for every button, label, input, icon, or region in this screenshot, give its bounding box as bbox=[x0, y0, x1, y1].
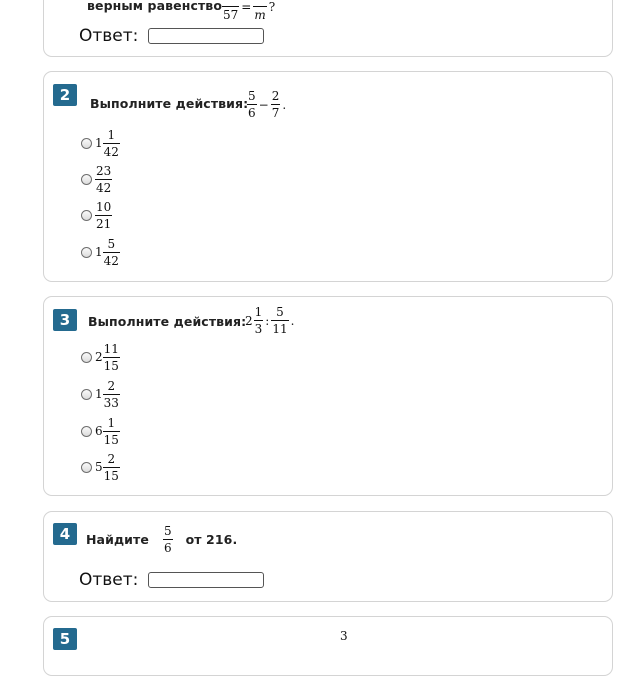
question-expression bbox=[340, 629, 348, 643]
option-value: $\frac{10}{21}$ bbox=[96, 199, 112, 231]
question-mark: ? bbox=[268, 0, 276, 14]
option-value: 6 $\frac{1}{15}$ bbox=[95, 415, 119, 447]
answer-row bbox=[79, 570, 264, 590]
question-text: верным равенство bbox=[87, 0, 223, 13]
answer-option[interactable] bbox=[81, 128, 120, 158]
answer-option[interactable] bbox=[81, 379, 120, 409]
answer-option[interactable] bbox=[81, 200, 112, 230]
radio-button[interactable] bbox=[81, 210, 92, 221]
question-number-badge: 5 bbox=[53, 628, 77, 650]
question-number-badge: 2 bbox=[53, 84, 77, 106]
question-text: Выполните действия: bbox=[88, 314, 247, 329]
fraction-denominator: m bbox=[254, 8, 266, 22]
option-value: $\frac{23}{42}$ bbox=[96, 163, 112, 195]
answer-option[interactable] bbox=[81, 342, 120, 372]
answer-label: Ответ: bbox=[79, 570, 139, 590]
question-card-5 bbox=[43, 616, 613, 676]
fraction-numerator: 3 bbox=[340, 629, 348, 643]
question-expression: $\frac{5}{6}$ − $\frac{2}{7}$ . bbox=[248, 89, 287, 120]
radio-button[interactable] bbox=[81, 174, 92, 185]
radio-button[interactable] bbox=[81, 138, 92, 149]
answer-row bbox=[79, 26, 264, 46]
question-card-1 bbox=[43, 0, 613, 57]
answer-option[interactable] bbox=[81, 237, 120, 267]
option-value: 2 $\frac{11}{15}$ bbox=[95, 341, 119, 373]
radio-button[interactable] bbox=[81, 426, 92, 437]
question-expression: 2 $\frac{1}{3}$ : $\frac{5}{11}$ . bbox=[245, 305, 295, 336]
answer-input[interactable] bbox=[148, 572, 264, 588]
radio-button[interactable] bbox=[81, 462, 92, 473]
question-number-badge: 3 bbox=[53, 309, 77, 331]
fraction-denominator: 57 bbox=[223, 8, 239, 22]
question-expression bbox=[222, 0, 277, 22]
option-value: 1 $\frac{5}{42}$ bbox=[95, 236, 119, 268]
radio-button[interactable] bbox=[81, 389, 92, 400]
question-card-4 bbox=[43, 511, 613, 602]
answer-option[interactable] bbox=[81, 416, 120, 446]
option-value: 1 $\frac{1}{42}$ bbox=[95, 127, 119, 159]
answer-input[interactable] bbox=[148, 28, 264, 44]
answer-option[interactable] bbox=[81, 164, 112, 194]
option-value: 1 $\frac{2}{33}$ bbox=[95, 378, 119, 410]
question-card-3 bbox=[43, 296, 613, 496]
question-number-badge: 4 bbox=[53, 523, 77, 545]
equals-sign: = bbox=[241, 0, 252, 14]
question-text: Найдите $\frac{5}{6}$ от 216. bbox=[86, 524, 238, 555]
answer-label: Ответ: bbox=[79, 26, 139, 46]
radio-button[interactable] bbox=[81, 247, 92, 258]
option-value: 5 $\frac{2}{15}$ bbox=[95, 451, 119, 483]
question-card-2 bbox=[43, 71, 613, 282]
question-text: Выполните действия: bbox=[90, 96, 249, 111]
radio-button[interactable] bbox=[81, 352, 92, 363]
answer-option[interactable] bbox=[81, 452, 120, 482]
